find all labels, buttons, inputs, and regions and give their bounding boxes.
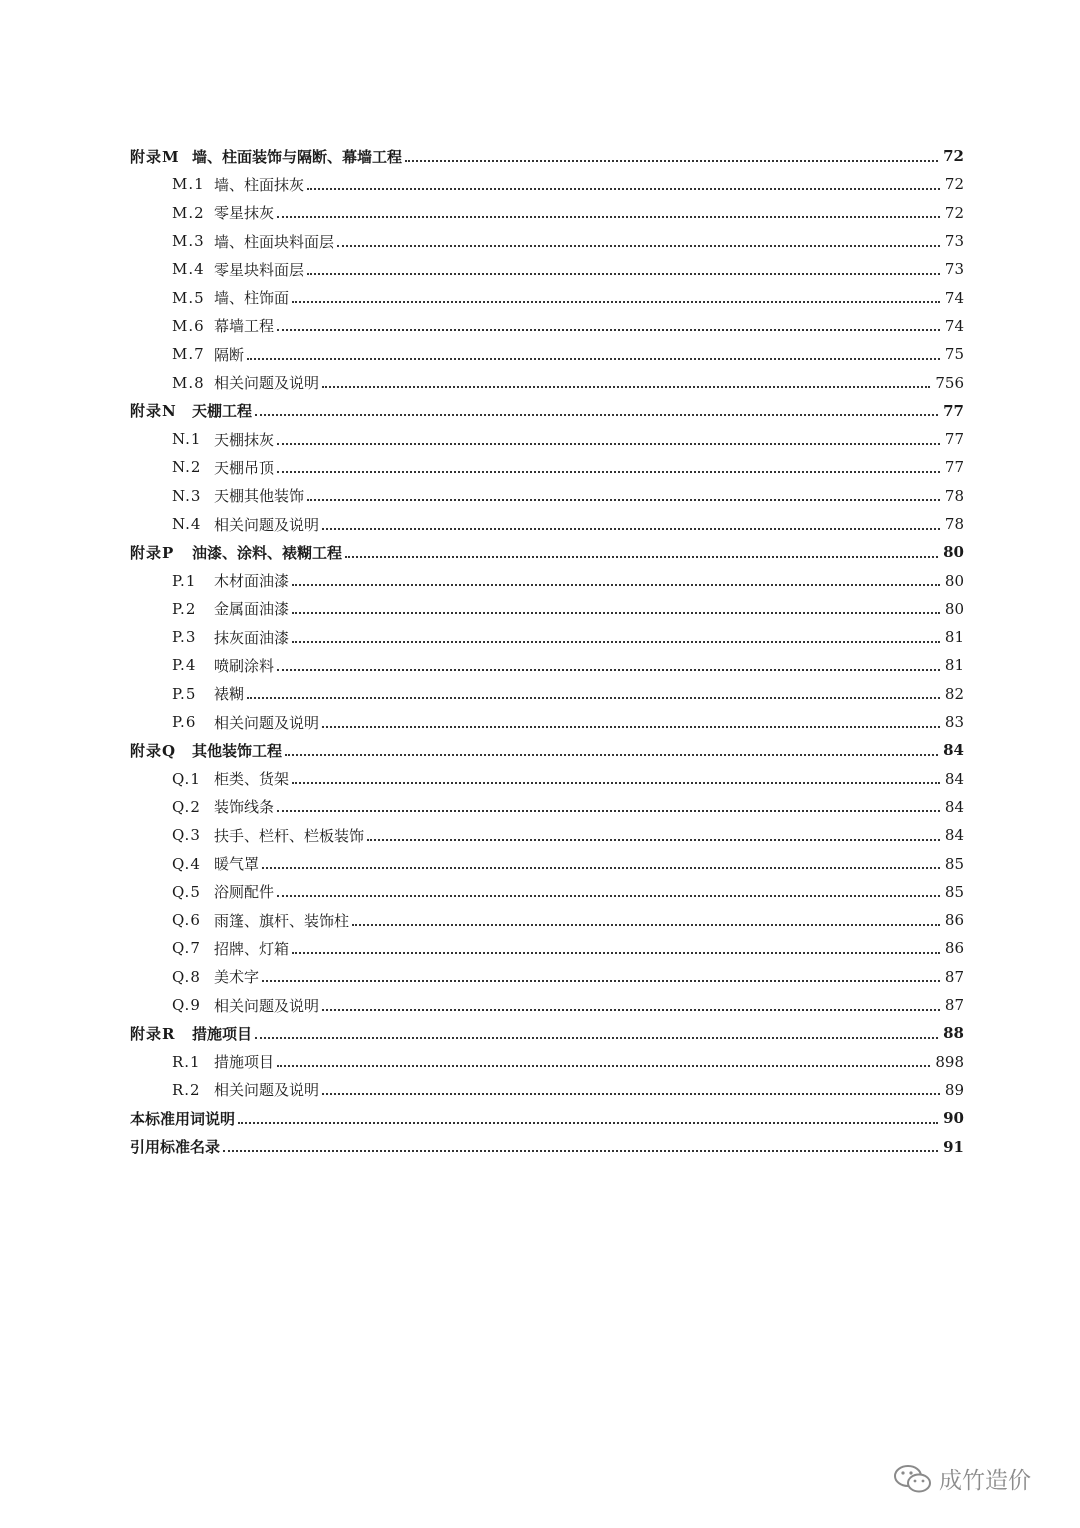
toc-section-row[interactable] (130, 482, 964, 510)
toc-title: 天棚抹灰 (214, 430, 275, 449)
toc-number: Q.2 (172, 797, 201, 816)
toc-number: M.4 (172, 260, 205, 279)
toc-title: 本标准用词说明 (130, 1109, 236, 1128)
toc-number: R.2 (172, 1080, 201, 1099)
toc-title: 其他装饰工程 (192, 741, 283, 760)
toc-page-number: 73 (944, 260, 964, 279)
toc-number: P.4 (172, 656, 197, 675)
toc-page-number: 87 (944, 967, 964, 986)
toc-section-row[interactable] (130, 906, 964, 934)
toc-section-row[interactable] (130, 765, 964, 793)
toc-title: 招牌、灯箱 (214, 939, 290, 958)
wechat-icon (893, 1463, 933, 1495)
toc-title: 相关问题及说明 (214, 996, 320, 1015)
toc-section-row[interactable] (130, 368, 964, 396)
toc-number: Q.7 (172, 939, 201, 958)
toc-section-row[interactable] (130, 199, 964, 227)
dot-leader (322, 385, 930, 388)
toc-page-number: 85 (944, 854, 964, 873)
toc-page-number: 898 (935, 1052, 964, 1071)
toc-number: M.8 (172, 373, 205, 392)
dot-leader (277, 809, 940, 812)
toc-number: N.4 (172, 515, 202, 533)
dot-leader (307, 498, 940, 501)
dot-leader (292, 300, 940, 303)
dot-leader (292, 583, 940, 586)
toc-title: 雨篷、旗杆、装饰柱 (214, 911, 350, 930)
toc-page-number: 72 (943, 147, 964, 166)
toc-page-number: 80 (943, 543, 964, 562)
dot-leader (262, 979, 940, 982)
toc-section-row[interactable] (130, 1076, 964, 1104)
toc-chapter-row[interactable] (130, 538, 964, 566)
toc-page-number: 75 (944, 345, 964, 364)
toc-section-row[interactable] (130, 595, 964, 623)
dot-leader (367, 838, 940, 841)
toc-title: 相关问题及说明 (214, 1081, 320, 1100)
dot-leader (247, 357, 940, 360)
toc-number: P.3 (172, 628, 197, 647)
toc-page-number: 81 (944, 656, 964, 675)
toc-number: 附录P (130, 543, 175, 562)
toc-section-row[interactable] (130, 255, 964, 283)
toc-section-row[interactable] (130, 425, 964, 453)
toc-title: 装饰线条 (214, 798, 275, 817)
toc-page-number: 84 (944, 797, 964, 816)
toc-section-row[interactable] (130, 170, 964, 198)
toc-title: 幕墙工程 (214, 317, 275, 336)
toc-number: 附录M (130, 147, 180, 166)
toc-title: 相关问题及说明 (214, 374, 320, 393)
toc-page-number: 85 (944, 882, 964, 901)
toc-section-row[interactable] (130, 510, 964, 538)
toc-title: 引用标准名录 (130, 1138, 221, 1157)
toc-number: 附录R (130, 1024, 176, 1043)
toc-page-number: 74 (944, 288, 964, 307)
toc-section-row[interactable] (130, 708, 964, 736)
toc-number: N.3 (172, 486, 202, 505)
toc-page-number: 81 (944, 628, 964, 647)
dot-leader (277, 668, 940, 671)
toc-section-row[interactable] (130, 312, 964, 340)
toc-number: 附录Q (130, 741, 177, 760)
dot-leader (277, 442, 940, 445)
toc-title: 柜类、货架 (214, 770, 290, 789)
toc-number: R.1 (172, 1052, 201, 1071)
toc-number: M.7 (172, 345, 205, 364)
toc-title: 浴厕配件 (214, 883, 275, 902)
toc-page-number: 73 (944, 232, 964, 251)
watermark-text: 成竹造价 (939, 1468, 1031, 1494)
dot-leader (322, 1008, 940, 1011)
toc-title: 喷刷涂料 (214, 656, 275, 675)
toc-number: M.3 (172, 232, 205, 251)
toc-section-row[interactable] (130, 878, 964, 906)
toc-page-number: 78 (944, 515, 964, 533)
dot-leader (255, 413, 938, 416)
toc-title: 墙、柱面块料面层 (214, 232, 335, 251)
toc-number: M.1 (172, 175, 205, 194)
toc-section-row[interactable] (130, 227, 964, 255)
toc-number: N.2 (172, 458, 202, 477)
toc-page-number: 86 (944, 939, 964, 958)
toc-section-row[interactable] (130, 651, 964, 679)
toc-page-number: 84 (944, 826, 964, 845)
toc-chapter-row[interactable] (130, 142, 964, 170)
dot-leader (223, 1149, 938, 1152)
dot-leader (292, 781, 940, 784)
toc-page-number: 77 (944, 430, 964, 449)
toc-title: 天棚工程 (192, 402, 253, 421)
dot-leader (255, 1036, 938, 1039)
toc-title: 天棚其他装饰 (214, 487, 305, 506)
toc-number: N.1 (172, 430, 202, 449)
toc-number: P.5 (172, 684, 197, 703)
toc-section-row[interactable] (130, 963, 964, 991)
toc-section-row[interactable] (130, 849, 964, 877)
toc-title: 零星抹灰 (214, 204, 275, 223)
toc-section-row[interactable] (130, 340, 964, 368)
toc-page-number: 83 (944, 713, 964, 732)
toc-page-number: 78 (944, 486, 964, 505)
toc-title: 金属面油漆 (214, 600, 290, 619)
toc-page-number: 72 (944, 203, 964, 222)
dot-leader (292, 640, 940, 643)
toc-section-row[interactable] (130, 623, 964, 651)
dot-leader (285, 753, 938, 756)
toc-title: 隔断 (214, 345, 245, 364)
dot-leader (337, 244, 940, 247)
toc-title: 美术字 (214, 968, 260, 987)
dot-leader (345, 555, 938, 558)
table-of-contents (130, 142, 964, 1161)
toc-chapter-row[interactable] (130, 1019, 964, 1047)
toc-page-number: 87 (944, 996, 964, 1015)
toc-number: Q.4 (172, 854, 201, 873)
toc-page-number: 84 (944, 769, 964, 788)
toc-title: 相关问题及说明 (214, 515, 320, 534)
watermark (893, 1462, 1031, 1495)
toc-title: 零星块料面层 (214, 260, 305, 279)
dot-leader (292, 611, 940, 614)
toc-page-number: 756 (935, 373, 964, 392)
toc-title: 相关问题及说明 (214, 713, 320, 732)
toc-number: 附录N (130, 402, 177, 421)
toc-page-number: 88 (943, 1024, 964, 1043)
toc-section-row[interactable] (130, 453, 964, 481)
toc-title: 墙、柱面抹灰 (214, 175, 305, 194)
dot-leader (238, 1121, 938, 1124)
toc-page-number: 77 (943, 401, 964, 420)
toc-page-number: 84 (943, 741, 964, 760)
toc-title: 暖气罩 (214, 855, 260, 874)
toc-title: 油漆、涂料、裱糊工程 (192, 543, 343, 562)
toc-page-number: 86 (944, 911, 964, 930)
toc-section-row[interactable] (130, 821, 964, 849)
dot-leader (322, 1092, 940, 1095)
toc-number: Q.3 (172, 826, 201, 845)
toc-page-number: 77 (944, 458, 964, 477)
toc-page-number: 90 (943, 1109, 964, 1128)
toc-page-number: 82 (944, 684, 964, 703)
toc-page-number: 80 (944, 599, 964, 618)
toc-section-row[interactable] (130, 991, 964, 1019)
dot-leader (277, 328, 940, 331)
toc-section-row[interactable] (130, 283, 964, 311)
toc-number: P.6 (172, 713, 197, 732)
toc-section-row[interactable] (130, 793, 964, 821)
dot-leader (277, 215, 940, 218)
dot-leader (277, 1064, 930, 1067)
toc-number: Q.8 (172, 967, 201, 986)
dot-leader (292, 951, 940, 954)
toc-chapter-row[interactable] (130, 397, 964, 425)
dot-leader (322, 527, 940, 530)
toc-title: 措施项目 (192, 1024, 253, 1043)
toc-title: 墙、柱饰面 (214, 289, 290, 308)
toc-number: M.5 (172, 288, 205, 307)
dot-leader (277, 894, 940, 897)
toc-number: P.2 (172, 599, 197, 618)
dot-leader (307, 187, 940, 190)
toc-title: 木材面油漆 (214, 572, 290, 591)
dot-leader (262, 866, 940, 869)
toc-number: Q.9 (172, 996, 201, 1015)
toc-chapter-row[interactable] (130, 1132, 964, 1160)
toc-title: 措施项目 (214, 1053, 275, 1072)
dot-leader (277, 470, 940, 473)
toc-page-number: 89 (944, 1080, 964, 1099)
toc-number: Q.1 (172, 769, 201, 788)
toc-title: 裱糊 (214, 685, 245, 704)
toc-section-row[interactable] (130, 934, 964, 962)
toc-chapter-row[interactable] (130, 736, 964, 764)
toc-number: M.6 (172, 316, 205, 335)
toc-page-number: 74 (944, 316, 964, 335)
toc-number: P.1 (172, 571, 197, 590)
dot-leader (352, 923, 940, 926)
toc-section-row[interactable] (130, 680, 964, 708)
toc-title: 墙、柱面装饰与隔断、幕墙工程 (192, 147, 403, 166)
toc-page-number: 91 (943, 1137, 964, 1156)
dot-leader (307, 272, 940, 275)
toc-chapter-row[interactable] (130, 1104, 964, 1132)
toc-section-row[interactable] (130, 566, 964, 594)
toc-page-number: 72 (944, 175, 964, 194)
toc-title: 抹灰面油漆 (214, 628, 290, 647)
toc-number: M.2 (172, 203, 205, 222)
toc-number: Q.5 (172, 882, 201, 901)
dot-leader (405, 159, 938, 162)
toc-page-number: 80 (944, 571, 964, 590)
toc-title: 扶手、栏杆、栏板装饰 (214, 826, 365, 845)
dot-leader (247, 696, 940, 699)
toc-section-row[interactable] (130, 1048, 964, 1076)
toc-title: 天棚吊顶 (214, 458, 275, 477)
dot-leader (322, 725, 940, 728)
toc-number: Q.6 (172, 911, 201, 930)
